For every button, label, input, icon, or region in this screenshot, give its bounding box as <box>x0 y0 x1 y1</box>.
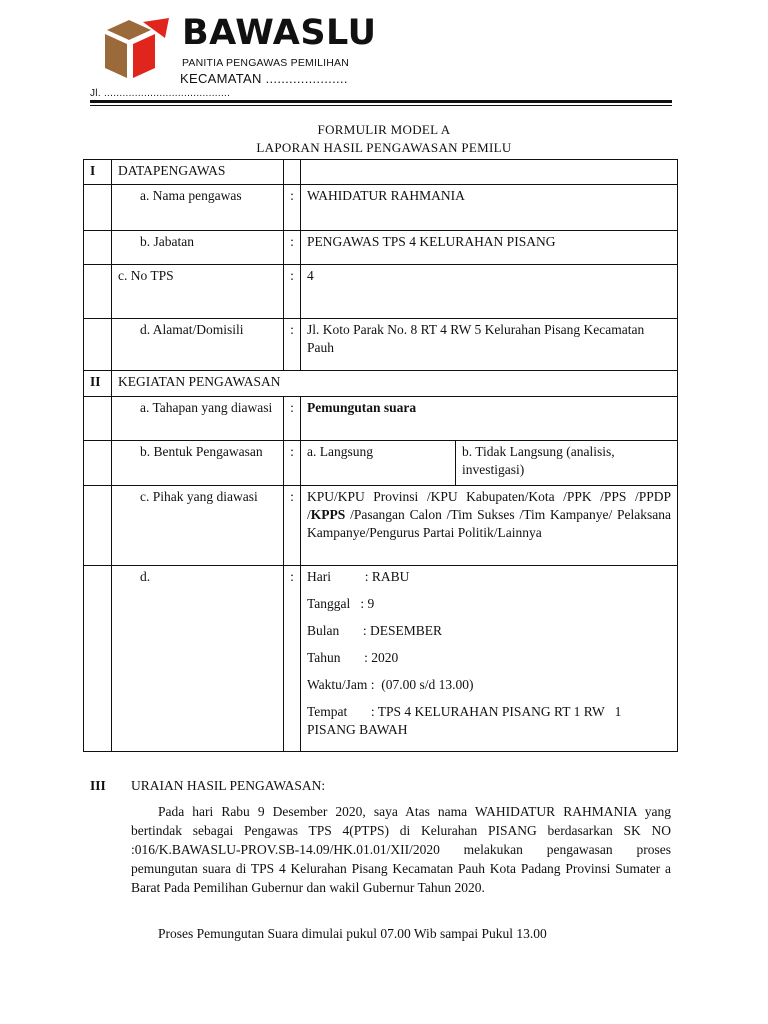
field-label: c. No TPS <box>112 265 284 319</box>
supervision-type-indirect: b. Tidak Langsung (analisis, investigasi) <box>456 441 678 486</box>
field-value-position: PENGAWAS TPS 4 KELURAHAN PISANG <box>301 231 678 265</box>
brand-name: BAWASLU <box>182 13 377 53</box>
section1-heading: DATAPENGAWAS <box>112 160 284 185</box>
report-paragraph-2: Proses Pemungutan Suara dimulai pukul 07.00 Wib sampai Pukul 13.00 <box>158 926 547 941</box>
field-label: b. Bentuk Pengawasan <box>112 441 284 486</box>
table-row: d. Alamat/Domisili : Jl. Koto Parak No. 8 RT 4 RW 5 Kelurahan Pisang Kecamatan Pauh <box>84 319 678 371</box>
report-paragraph-1: Pada hari Rabu 9 Desember 2020, saya Atas nama WAHIDATUR RAHMANIA yang bertindak sebagai Pengawas TPS 4(PTPS) di Kelurahan PISANG berdasarkan SK NO :016/K.BAWASLU-PROV.SB-14.09/HK.01.01/XII/2020 melakukan pengawasan proses pemungutan suara di TPS 4 Kelurahan Pisang Kecamatan Pauh Kota Padang Provinsi Sumater a Barat Pada Pemilihan Gubernur dan wakil Gubernur Tahun 2020. <box>131 804 671 895</box>
place-line: Tempat : TPS 4 KELURAHAN PISANG RT 1 RW 1 PISANG BAWAH <box>307 704 625 737</box>
field-label: a. Tahapan yang diawasi <box>112 397 284 441</box>
section3-number: III <box>90 778 106 793</box>
year-line: Tahun : 2020 <box>307 650 399 665</box>
field-value-tps: 4 <box>301 265 678 319</box>
field-label: b. Jabatan <box>112 231 284 265</box>
letterhead <box>0 0 768 110</box>
section2-number: II <box>84 371 112 397</box>
header-divider-thin <box>90 105 672 106</box>
field-label: c. Pihak yang diawasi <box>112 486 284 566</box>
field-value-supervised-parties: KPU/KPU Provinsi /KPU Kabupaten/Kota /PPK /PPS /PPDP /KPPS /Pasangan Calon /Tim Sukses /Tim Kampanye/ Pelaksana Kampanye/Pengurus Partai Politik/Lainnya <box>301 486 678 566</box>
table-row: b. Bentuk Pengawasan : a. Langsung b. Tidak Langsung (analisis, investigasi) <box>84 441 678 486</box>
table-row: b. Jabatan : PENGAWAS TPS 4 KELURAHAN PISANG <box>84 231 678 265</box>
section2-header-row <box>84 371 678 397</box>
field-label: d. Alamat/Domisili <box>112 319 284 371</box>
table-row: c. Pihak yang diawasi : KPU/KPU Provinsi /KPU Kabupaten/Kota /PPK /PPS /PPDP /KPPS /Pasangan Calon /Tim Sukses /Tim Kampanye/ Pelaksana Kampanye/Pengurus Partai Politik/Lainnya <box>84 486 678 566</box>
bawaslu-logo-icon <box>99 18 175 84</box>
field-value-time-place <box>301 566 678 752</box>
section1-number: I <box>84 160 112 185</box>
day-line: Hari : RABU <box>307 569 410 584</box>
table-row: a. Nama pengawas : WAHIDATUR RAHMANIA <box>84 185 678 231</box>
table-row: d. : Hari : RABU Tanggal : 9 Bulan : DESEMBER Tahun : 2020 Waktu/Jam : (07.00 s/d 13.00) Tempat : TPS 4 KELURAHAN PISANG RT 1 RW 1 PISANG BAWAH <box>84 566 678 752</box>
date-line: Tanggal : 9 <box>307 596 375 611</box>
address-line: Jl. ......................................... <box>90 88 231 99</box>
field-value-address: Jl. Koto Parak No. 8 RT 4 RW 5 Kelurahan Pisang Kecamatan Pauh <box>301 319 678 371</box>
section1-header-row <box>84 160 678 185</box>
field-value-stage: Pemungutan suara <box>301 397 678 441</box>
table-row: a. Tahapan yang diawasi : Pemungutan suara <box>84 397 678 441</box>
time-line: Waktu/Jam : (07.00 s/d 13.00) <box>307 677 474 692</box>
district-name: KECAMATAN ..................... <box>180 71 348 86</box>
form-subtitle: LAPORAN HASIL PENGAWASAN PEMILU <box>256 140 512 155</box>
report-form-table <box>83 159 678 752</box>
month-line: Bulan : DESEMBER <box>307 623 443 638</box>
field-label: d. <box>112 566 284 752</box>
field-label: a. Nama pengawas <box>112 185 284 231</box>
section2-heading: KEGIATAN PENGAWASAN <box>112 371 678 397</box>
table-row: c. No TPS : 4 <box>84 265 678 319</box>
committee-name: PANITIA PENGAWAS PEMILIHAN <box>182 57 350 69</box>
supervision-type-direct: a. Langsung <box>301 441 456 486</box>
header-divider-thick <box>90 100 672 103</box>
section3-heading: URAIAN HASIL PENGAWASAN: <box>131 778 326 793</box>
form-title: FORMULIR MODEL A <box>317 122 451 137</box>
highlight-kpps: KPPS <box>310 507 346 522</box>
field-value-name: WAHIDATUR RAHMANIA <box>301 185 678 231</box>
